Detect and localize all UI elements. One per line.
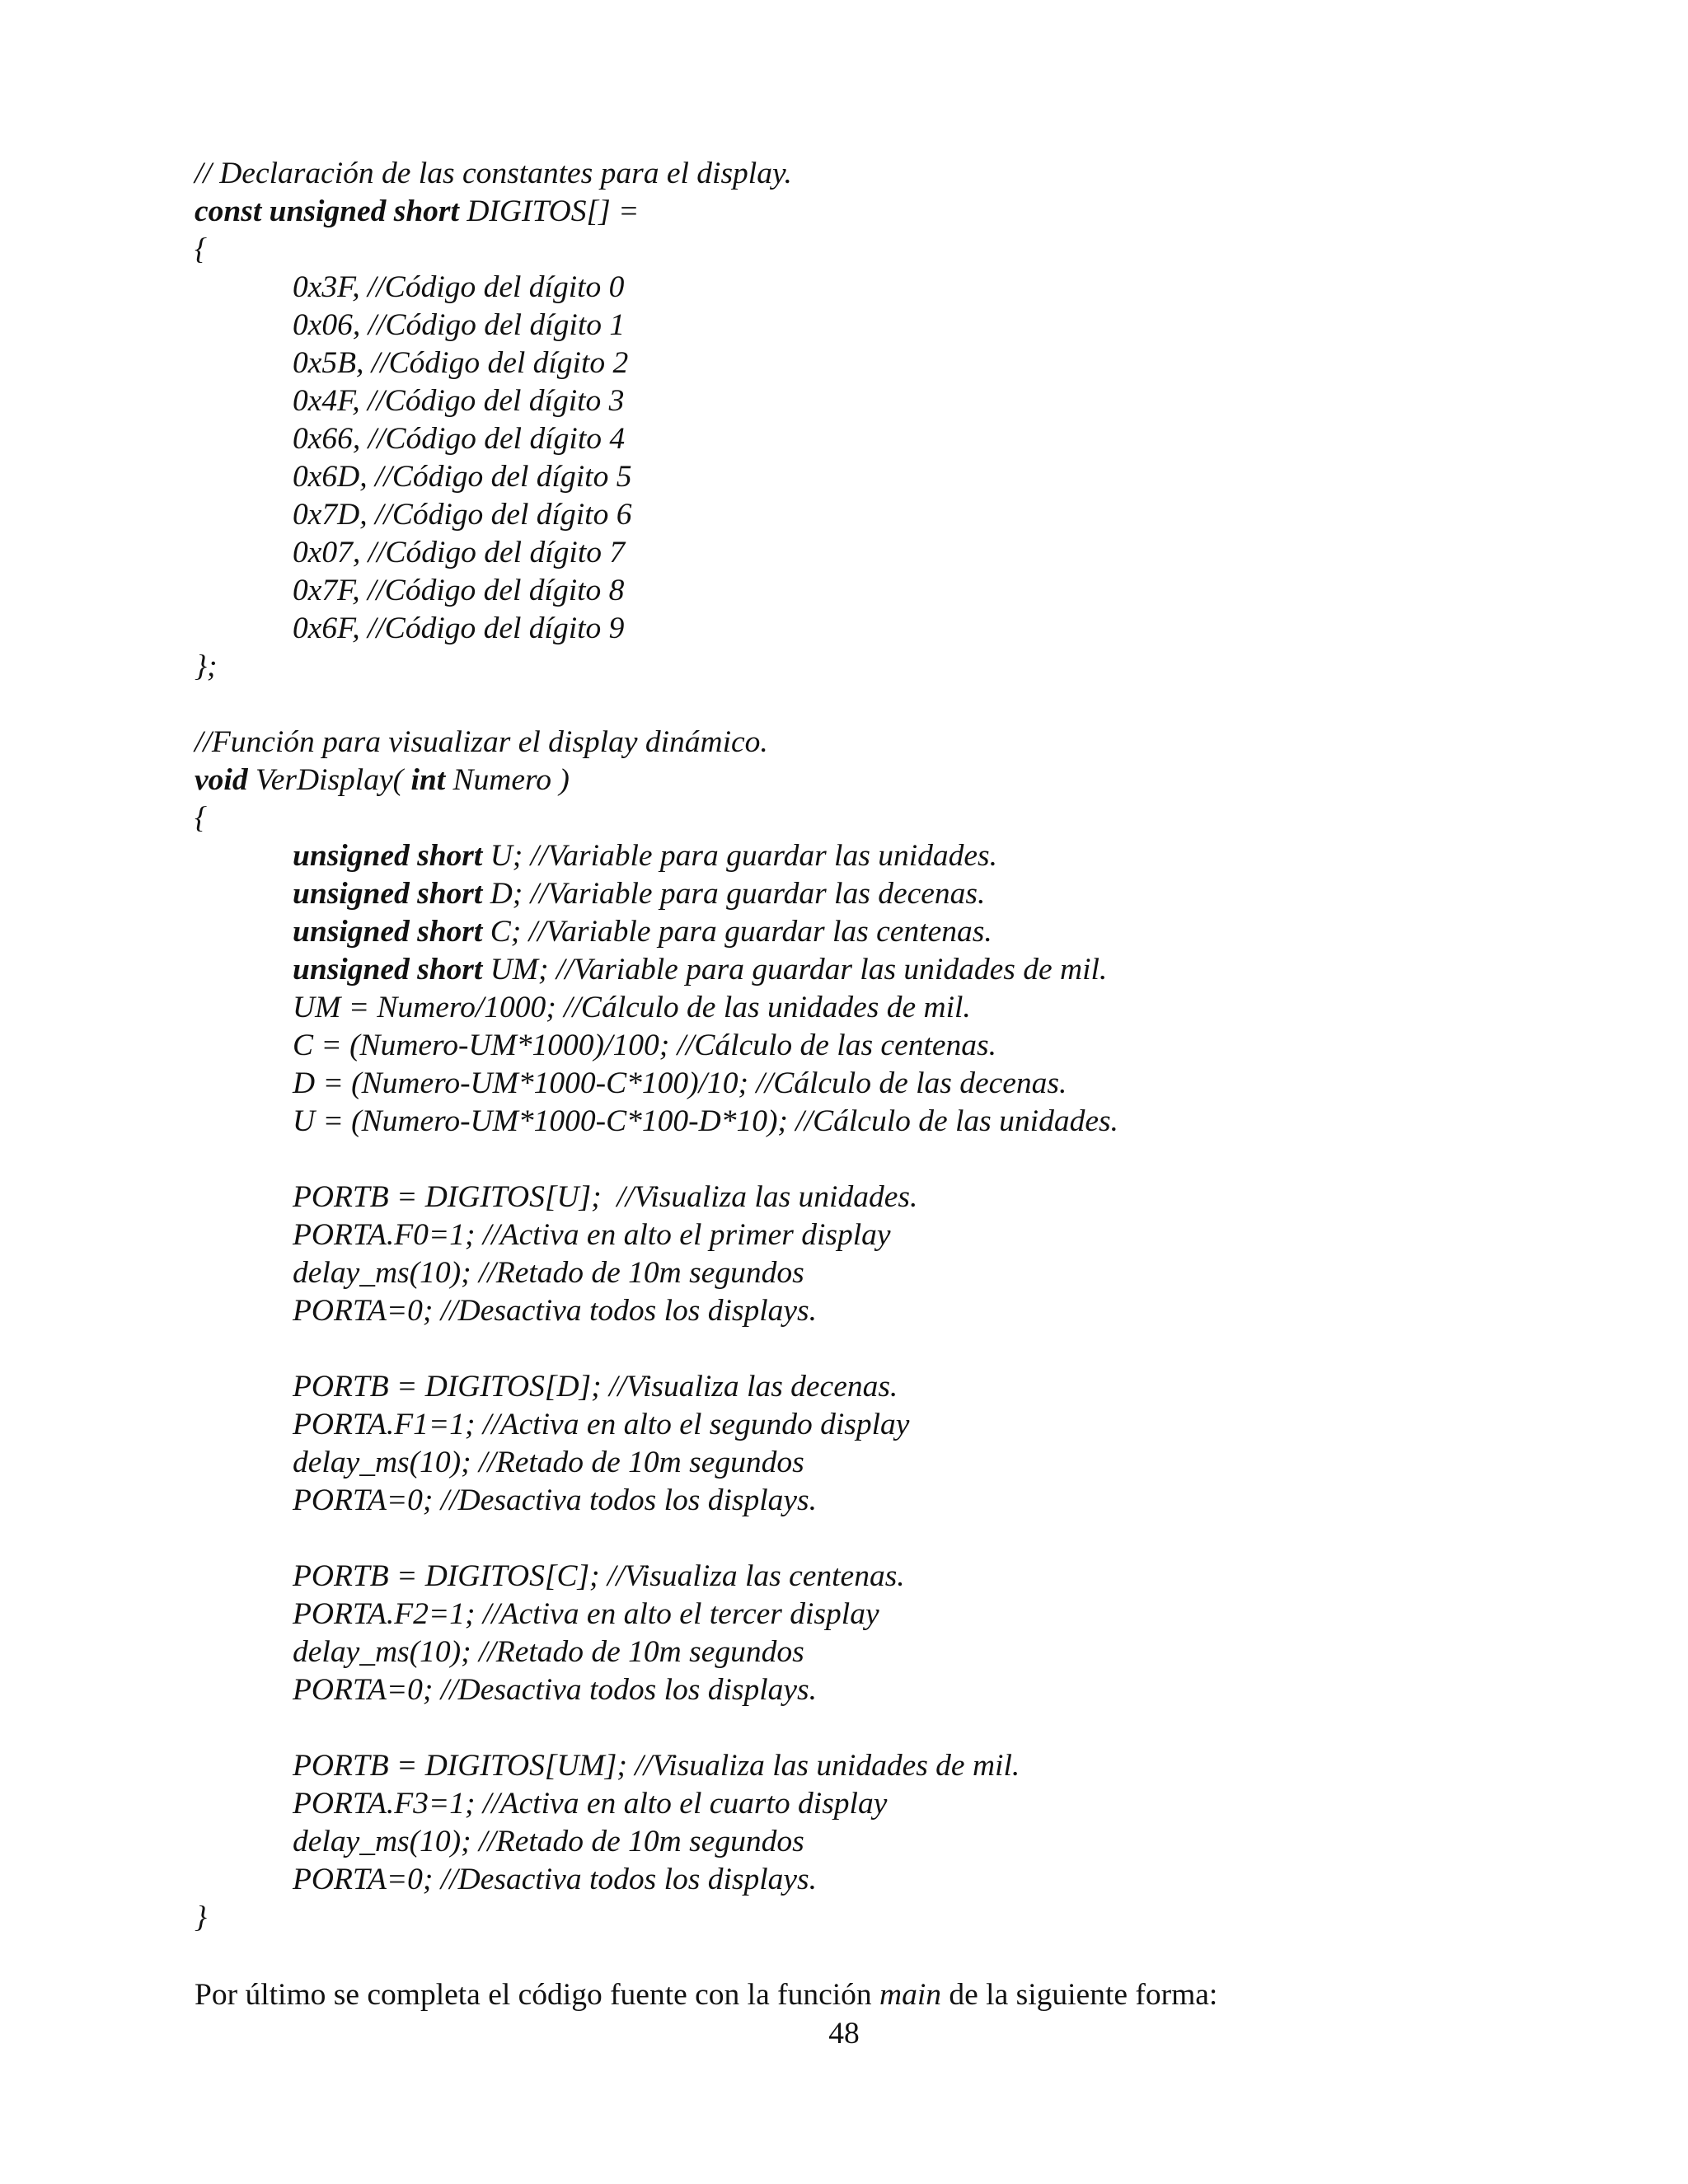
code-keyword: unsigned short xyxy=(293,877,483,911)
blank-line xyxy=(195,1141,1118,1179)
code-line: PORTA.F1=1; //Activa en alto el segundo display xyxy=(293,1408,910,1441)
blank-line xyxy=(195,1330,1118,1368)
body-paragraph xyxy=(195,1976,1217,2014)
code-line xyxy=(195,875,1118,913)
code-line: 0x6F, //Código del dígito 9 xyxy=(293,612,625,645)
code-text: Numero ) xyxy=(445,763,570,797)
code-line: 0x3F, //Código del dígito 0 xyxy=(293,270,625,304)
code-line xyxy=(195,913,1118,951)
code-brace: } xyxy=(195,1900,207,1934)
code-line: PORTB = DIGITOS[U]; //Visualiza las unidades. xyxy=(293,1180,918,1214)
code-brace: { xyxy=(195,232,207,266)
code-line: 0x7F, //Código del dígito 8 xyxy=(293,574,625,607)
code-line xyxy=(195,951,1118,989)
code-keyword: void xyxy=(195,763,248,797)
code-brace: }; xyxy=(195,649,218,683)
blank-line xyxy=(195,1709,1118,1747)
code-keyword: const unsigned short xyxy=(195,194,459,228)
code-line xyxy=(195,762,1118,799)
code-comment: //Función para visualizar el display dinámico. xyxy=(195,725,768,759)
code-line: PORTA=0; //Desactiva todos los displays. xyxy=(293,1673,818,1707)
code-line: 0x4F, //Código del dígito 3 xyxy=(293,384,625,418)
paragraph-emphasis: main xyxy=(879,1978,942,2012)
code-line: C = (Numero-UM*1000)/100; //Cálculo de las centenas. xyxy=(293,1029,997,1062)
code-text: U; //Variable para guardar las unidades. xyxy=(482,839,997,873)
code-line: 0x07, //Código del dígito 7 xyxy=(293,536,626,569)
code-line: PORTA.F0=1; //Activa en alto el primer display xyxy=(293,1218,891,1252)
code-text: VerDisplay( xyxy=(247,763,411,797)
code-line: U = (Numero-UM*1000-C*100-D*10); //Cálculo de las unidades. xyxy=(293,1104,1118,1138)
page-number: 48 xyxy=(828,2017,860,2050)
code-keyword: unsigned short xyxy=(293,953,483,987)
code-text: D; //Variable para guardar las decenas. xyxy=(482,877,986,911)
code-line: 0x5B, //Código del dígito 2 xyxy=(293,346,629,380)
code-line: delay_ms(10); //Retado de 10m segundos xyxy=(293,1256,804,1290)
code-line: PORTA.F2=1; //Activa en alto el tercer display xyxy=(293,1597,879,1631)
code-line: 0x06, //Código del dígito 1 xyxy=(293,308,626,342)
code-keyword: unsigned short xyxy=(293,915,483,949)
code-line: delay_ms(10); //Retado de 10m segundos xyxy=(293,1825,804,1858)
code-line: UM = Numero/1000; //Cálculo de las unidades de mil. xyxy=(293,991,971,1024)
code-line: 0x7D, //Código del dígito 6 xyxy=(293,498,632,532)
paragraph-text: de la siguiente forma: xyxy=(941,1978,1218,2012)
code-line: delay_ms(10); //Retado de 10m segundos xyxy=(293,1635,804,1669)
code-line xyxy=(195,193,1118,231)
code-line: PORTB = DIGITOS[D]; //Visualiza las decenas. xyxy=(293,1370,898,1404)
code-line: PORTB = DIGITOS[C]; //Visualiza las centenas. xyxy=(293,1559,905,1593)
code-keyword: unsigned short xyxy=(293,839,483,873)
code-brace: { xyxy=(195,801,207,835)
code-text: DIGITOS[] = xyxy=(458,194,640,228)
code-line: PORTA=0; //Desactiva todos los displays. xyxy=(293,1483,818,1517)
code-line: D = (Numero-UM*1000-C*100)/10; //Cálculo de las decenas. xyxy=(293,1066,1067,1100)
code-line: delay_ms(10); //Retado de 10m segundos xyxy=(293,1446,804,1479)
code-text: C; //Variable para guardar las centenas. xyxy=(482,915,992,949)
code-line xyxy=(195,837,1118,875)
code-line: PORTA.F3=1; //Activa en alto el cuarto display xyxy=(293,1787,888,1821)
code-line: PORTB = DIGITOS[UM]; //Visualiza las unidades de mil. xyxy=(293,1749,1020,1783)
blank-line xyxy=(195,1520,1118,1558)
blank-line xyxy=(195,686,1118,724)
code-listing xyxy=(195,155,1118,1937)
code-line: 0x6D, //Código del dígito 5 xyxy=(293,460,632,494)
code-text: UM; //Variable para guardar las unidades de mil. xyxy=(482,953,1108,987)
code-comment: // Declaración de las constantes para el display. xyxy=(195,157,792,190)
paragraph-text: Por último se completa el código fuente con la función xyxy=(195,1978,880,2012)
code-line: PORTA=0; //Desactiva todos los displays. xyxy=(293,1294,818,1328)
code-keyword: int xyxy=(410,763,446,797)
code-line: 0x66, //Código del dígito 4 xyxy=(293,422,626,456)
code-line: PORTA=0; //Desactiva todos los displays. xyxy=(293,1863,818,1896)
